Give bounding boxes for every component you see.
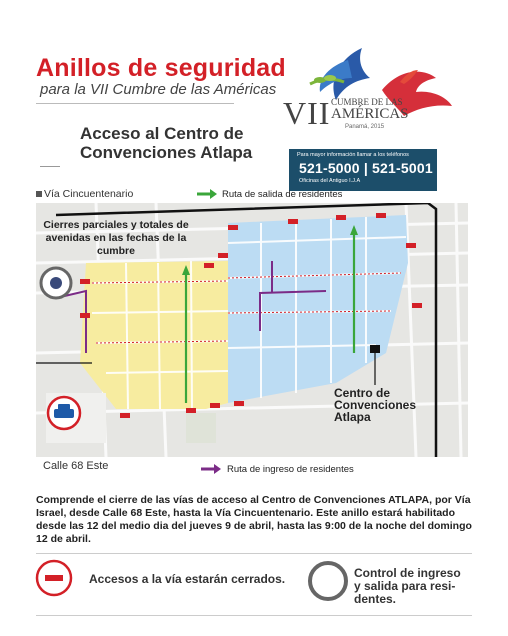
- section-heading-line2: Convenciones Atlapa: [80, 143, 253, 162]
- via-marker-icon: [36, 191, 42, 197]
- exit-route-label: Ruta de salida de residentes: [222, 189, 343, 200]
- info-box-line1: Para mayor información llamar a los teléfonos: [297, 152, 409, 158]
- description-paragraph: Comprende el cierre de las vías de acceso al Centro de Convenciones ATLAPA, por Vía Israel, desde Calle 68 Este, hasta la Vía Cincuentenario. Este anillo estará habilitado desde las 12 del medio dia del jueves 9 de abril, hasta las 9:00 de la noche del domingo 12 de abril.: [36, 494, 472, 545]
- logo-line1: CUMBRE DE LAS: [331, 97, 403, 107]
- closed-access-legend-icon: [34, 558, 74, 598]
- closed-access-legend-label: Accesos a la vía estarán cerrados.: [89, 572, 286, 586]
- convention-center-label: [334, 387, 416, 423]
- convention-center-line2: Convenciones: [334, 398, 417, 412]
- section-heading-line1: Acceso al Centro de: [80, 124, 244, 143]
- control-legend-line1: Control de ingreso: [354, 566, 461, 580]
- page-subtitle: para la VII Cumbre de las Américas: [40, 81, 277, 98]
- exit-arrow-icon: [196, 189, 218, 199]
- section-heading: [80, 124, 252, 162]
- entry-route-label: Ruta de ingreso de residentes: [227, 464, 354, 475]
- logo-numeral: VII: [283, 95, 331, 131]
- divider: [36, 553, 472, 554]
- control-legend-label: [354, 567, 461, 606]
- convention-center-line1: Centro de: [334, 386, 391, 400]
- divider: [36, 615, 472, 616]
- entry-arrow-icon: [200, 464, 222, 474]
- calle-68-label: Calle 68 Este: [43, 460, 109, 472]
- logo-line3: Panamá, 2015: [345, 124, 385, 130]
- info-box-phones: 521-5000 | 521-5001: [299, 160, 433, 176]
- divider: [36, 103, 234, 104]
- closures-label: Cierres parciales y totales de avenidas en las fechas de la cumbre: [43, 219, 189, 257]
- control-legend-icon: [306, 559, 350, 603]
- convention-center-line3: Atlapa: [334, 410, 371, 424]
- via-cincuentenario-label: Vía Cincuentenario: [44, 188, 134, 200]
- control-legend-line2: y salida para resi-: [354, 579, 456, 593]
- logo-line2: AMÉRICAS: [331, 106, 409, 122]
- divider: [40, 166, 60, 167]
- info-box-line3: Oficinas del Antiguo I.J.A: [299, 178, 361, 184]
- control-legend-line3: dentes.: [354, 592, 397, 606]
- page-title: Anillos de seguridad: [36, 54, 286, 82]
